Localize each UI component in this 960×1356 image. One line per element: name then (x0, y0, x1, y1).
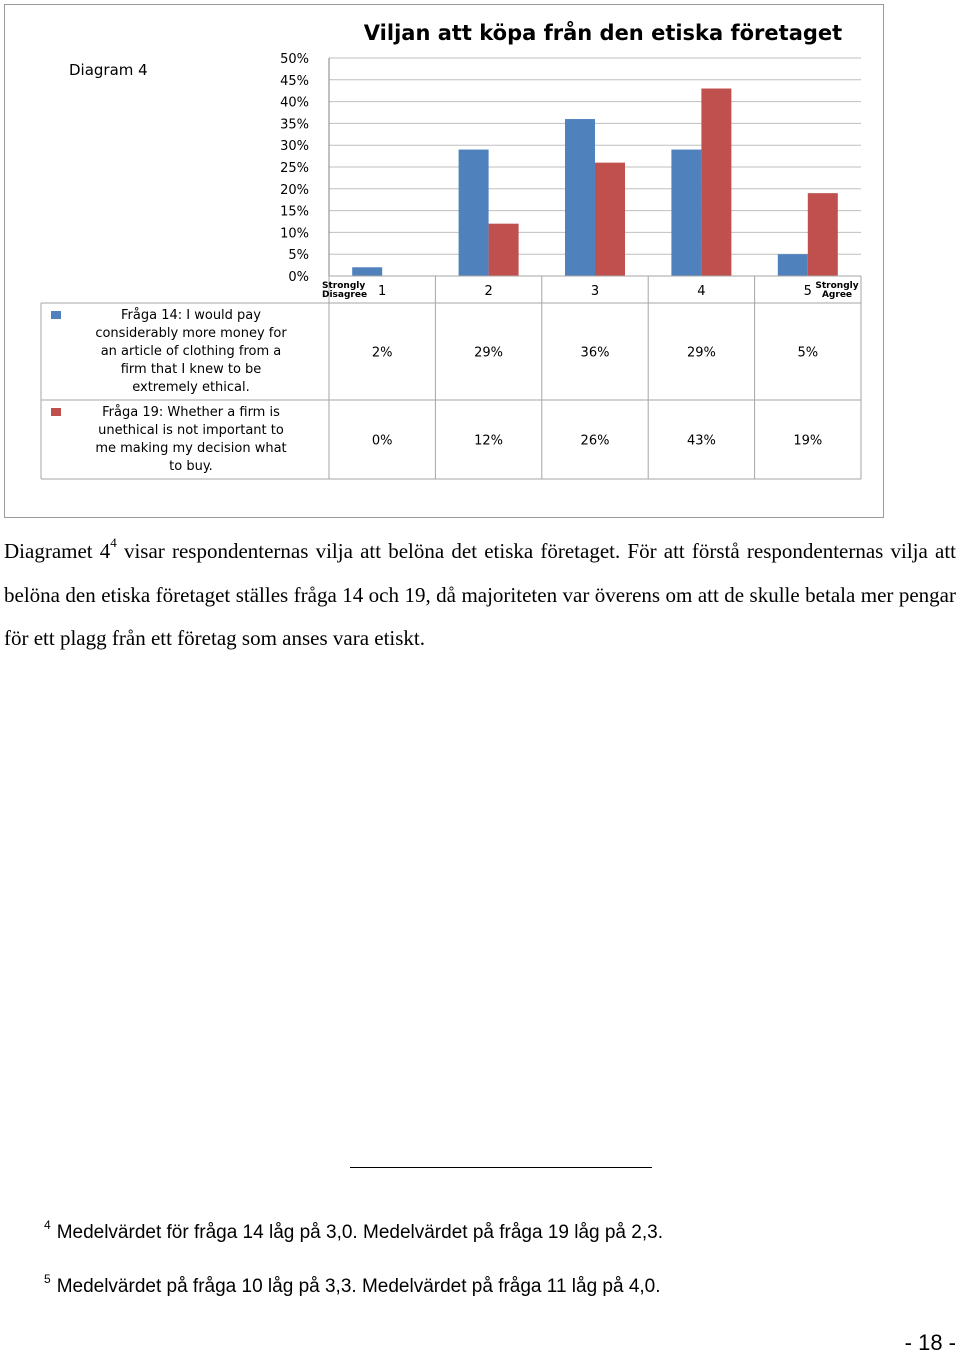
x-tick-label: 1 (378, 284, 387, 299)
category-note-disagree: Strongly (322, 281, 366, 291)
bar-q14-4 (671, 150, 701, 276)
legend-label: Fråga 14: I would pay (121, 308, 261, 323)
data-label: 0% (371, 433, 393, 449)
data-label: 19% (793, 433, 823, 449)
footnote-text: Medelvärdet för fråga 14 låg på 3,0. Medelvärdet på fråga 19 låg på 2,3. (56, 1222, 663, 1243)
data-label: 26% (580, 433, 610, 449)
bar-q19-4 (701, 89, 731, 276)
y-tick-label: 35% (280, 117, 309, 133)
footnote-number: 4 (44, 1218, 51, 1232)
body-text-start: Diagramet 4 (4, 539, 111, 563)
body-paragraph (4, 530, 956, 661)
legend-label: extremely ethical. (132, 380, 250, 395)
category-note-agree: Strongly (815, 281, 859, 291)
bar-q14-1 (352, 267, 382, 276)
bar-q14-2 (459, 150, 489, 276)
y-tick-label: 40% (280, 95, 309, 111)
chart-frame (4, 4, 884, 518)
legend-label: firm that I knew to be (120, 362, 262, 377)
legend-label: considerably more money for (95, 326, 287, 341)
bar-q14-3 (565, 119, 595, 276)
legend-key-q19 (51, 408, 61, 416)
figure-label: Diagram 4 (69, 61, 148, 79)
legend-label: Fråga 19: Whether a firm is (102, 405, 280, 420)
legend-label: unethical is not important to (98, 423, 284, 438)
data-label: 29% (686, 345, 716, 361)
footnote-4 (44, 1218, 944, 1244)
x-tick-label: 5 (803, 284, 812, 299)
body-text-rest: visar respondenternas vilja att belöna det etiska företaget. För att förstå respondenternas vilja att belöna den etiska företaget ställes fråga 14 och 19, då majoriteten var överens om att de skulle betala mer pengar för ett plagg från ett företag som anses vara etiskt. (4, 539, 956, 650)
y-tick-label: 0% (288, 270, 309, 285)
y-tick-label: 5% (288, 248, 309, 264)
data-label: 43% (686, 433, 716, 449)
footnote-number: 5 (44, 1272, 51, 1286)
legend-key-q14 (51, 311, 61, 319)
y-tick-label: 20% (280, 182, 309, 198)
y-tick-label: 30% (280, 139, 309, 155)
x-tick-label: 4 (697, 284, 706, 299)
bar-q19-3 (595, 163, 625, 276)
legend-label: me making my decision what (95, 441, 287, 456)
y-tick-label: 25% (280, 161, 309, 176)
bar-q19-2 (489, 224, 519, 276)
y-tick-label: 45% (280, 73, 309, 89)
chart-title: Viljan att köpa från den etiska företaget (363, 21, 843, 45)
footnote-ref: 4 (110, 535, 117, 550)
bar-q19-5 (808, 193, 838, 276)
y-tick-label: 10% (280, 226, 309, 242)
bar-chart (5, 5, 885, 519)
data-label: 29% (474, 345, 504, 361)
data-label: 12% (474, 433, 504, 449)
footnote-text: Medelvärdet på fråga 10 låg på 3,3. Medelvärdet på fråga 11 låg på 4,0. (56, 1276, 661, 1297)
data-label: 5% (797, 345, 819, 361)
footnote-5 (44, 1272, 944, 1298)
bar-q14-5 (778, 254, 808, 276)
page-number: - 18 - (904, 1330, 956, 1355)
legend-label: an article of clothing from a (100, 344, 282, 359)
legend-label: to buy. (169, 459, 213, 474)
data-label: 36% (580, 345, 610, 361)
data-label: 2% (371, 345, 393, 361)
category-note-disagree: Disagree (322, 290, 368, 300)
category-note-agree: Agree (821, 290, 853, 300)
y-tick-label: 15% (280, 204, 309, 220)
footnote-separator (350, 1167, 652, 1168)
x-tick-label: 2 (484, 284, 493, 299)
y-tick-label: 50% (280, 52, 309, 67)
x-tick-label: 3 (590, 284, 600, 299)
